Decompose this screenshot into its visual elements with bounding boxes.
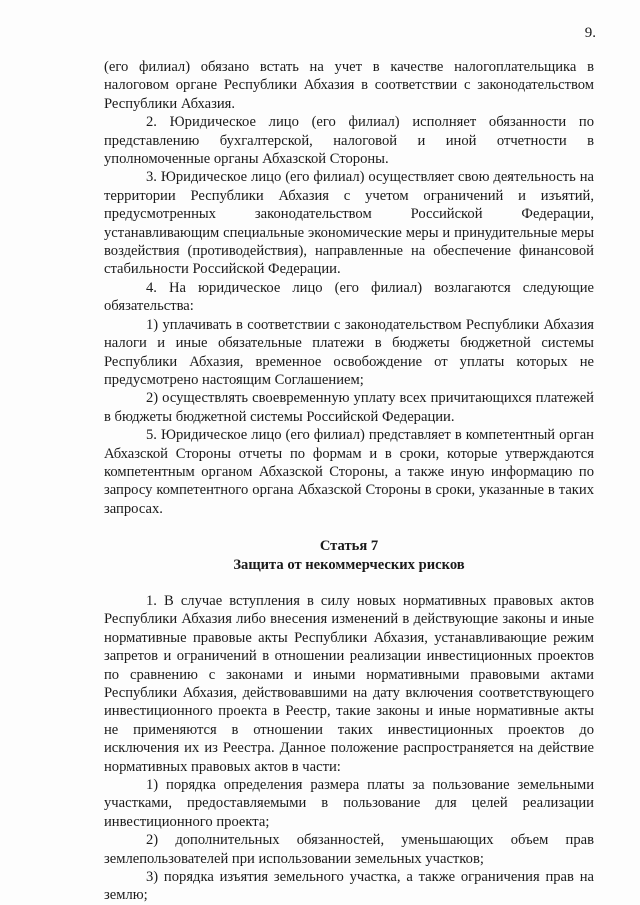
paragraph: 1. В случае вступления в силу новых нормативных правовых актов Республики Абхазия либо внесения изменений в действующие законы и иные нормативные правовые акты Республики Абхазия, устанавливающие режим запретов и ограничений в отношении реализации инвестиционных проектов по сравнению с законами и иными нормативными правовыми актами Республики Абхазия, действовавшими на дату включения соответствующего инвестиционного проекта в Реестр, такие законы и иные нормативные акты не применяются в отношении таких инвестиционных проектов до исключения их из Реестра. Данное положение распространяется на действие нормативных правовых актов в части: (104, 592, 594, 775)
paragraph: 4. На юридическое лицо (его филиал) возлагаются следующие обязательства: (104, 279, 594, 315)
paragraph: 5. Юридическое лицо (его филиал) представляет в компетентный орган Абхазской Стороны отчеты по формам и в сроки, которые утверждаются компетентным органом Абхазской Стороны, а также иную информацию по запросу компетентного органа Абхазской Стороны в сроки, указанные в таких запросах. (104, 427, 594, 517)
paragraph: 2. Юридическое лицо (его филиал) исполняет обязанности по представлению бухгалтерской, налоговой и иной отчетности в уполномоченные органы Абхазской Стороны. (104, 114, 594, 168)
article-number: Статья 7 (319, 538, 379, 555)
list-item: 2) осуществлять своевременную уплату всех причитающихся платежей в бюджеты бюджетной системы Российской Федерации. (104, 390, 594, 425)
paragraph: 3. Юридическое лицо (его филиал) осуществляет свою деятельность на территории Республики Абхазия с учетом ограничений и изъятий, предусмотренных законодательством Российской Федерации, устанавливающим специальные экономические меры и принудительные меры воздействия (противодействия), направленные на обеспечение финансовой стабильности Российской Федерации. (104, 169, 594, 278)
list-item: 1) порядка определения размера платы за пользование земельными участками, предоставляемыми в пользование для целей реализации инвестиционного проекта; (104, 777, 594, 830)
page-number: 9. (584, 25, 596, 41)
list-item: 2) дополнительных обязанностей, уменьшающих объем прав землепользователей при использовании земельных участков; (104, 832, 594, 867)
list-item: 3) порядка изъятия земельного участка, а также ограничения прав на землю; (104, 869, 594, 904)
list-item: 1) уплачивать в соответствии с законодательством Республики Абхазия налоги и иные обязательные платежи в бюджеты бюджетной системы Республики Абхазия, временное освобождение от уплаты которых не предусмотрено настоящим Соглашением; (104, 316, 594, 388)
article-title: Защита от некоммерческих рисков (233, 556, 465, 573)
document-body (104, 58, 594, 905)
paragraph: (его филиал) обязано встать на учет в качестве налогоплательщика в налоговом органе Республики Абхазия в соответствии с законодательством Республики Абхазия. (104, 59, 594, 112)
